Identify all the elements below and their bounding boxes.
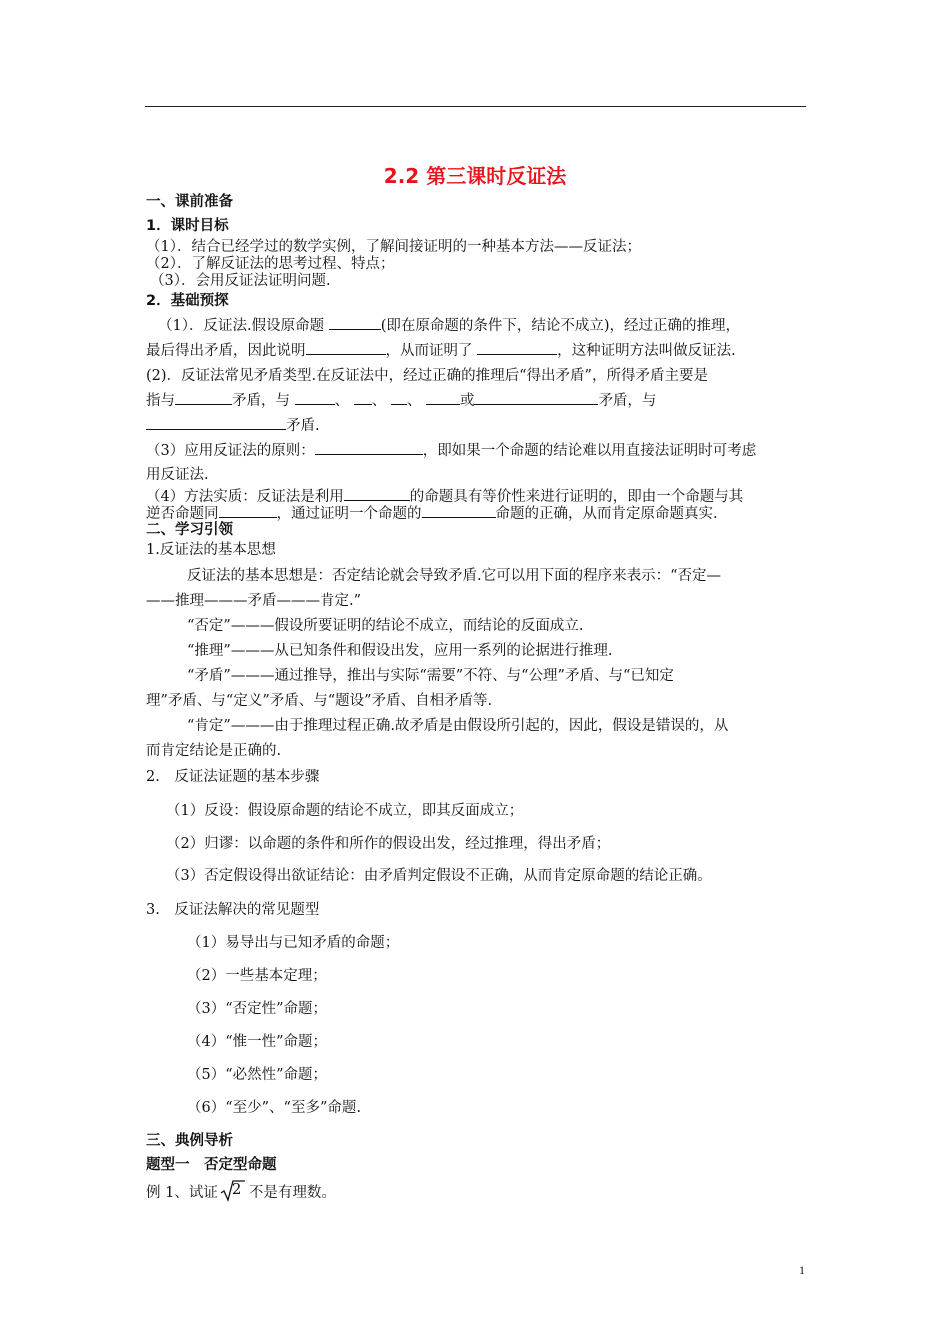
type-6: （6）“至少”、“至多”命题. — [187, 1100, 361, 1116]
subheading-type-one: 题型一 否定型命题 — [146, 1157, 277, 1173]
idea-line-1: 反证法的基本思想是：否定结论就会导致矛盾.它可以用下面的程序来表示：“否定— — [187, 568, 722, 584]
idea-line-8: 而肯定结论是正确的. — [146, 743, 282, 759]
idea-line-6: 理”矛盾、与“定义”矛盾、与“题设”矛盾、自相矛盾等. — [146, 693, 493, 709]
fill-blank[interactable] — [146, 415, 286, 430]
sqrt-2: 2 — [220, 1180, 246, 1202]
goal-1: （1）．结合已经学过的数学实例，了解间接证明的一种基本方法——反证法； — [146, 239, 641, 255]
fill-blank[interactable] — [295, 390, 335, 405]
fill-blank[interactable] — [344, 486, 410, 501]
fill-blank[interactable] — [422, 503, 496, 518]
subheading-steps: 2. 反证法证题的基本步骤 — [146, 769, 320, 785]
idea-line-5: “矛盾”———通过推导，推出与实际“需要”不符、与“公理”矛盾、与“已知定 — [187, 668, 674, 684]
preview-line-4: 指与 矛盾，与 、 、 、 或 矛盾，与 — [146, 389, 656, 410]
preview-line-1: （1）．反证法.假设原命题 (即在原命题的条件下，结论不成立)，经过正确的推理， — [158, 314, 740, 335]
type-5: （5）“必然性”命题； — [187, 1067, 328, 1083]
preview-line-8: （4）方法实质：反证法是利用 的命题具有等价性来进行证明的，即由一个命题与其 — [146, 485, 743, 506]
fill-blank[interactable] — [306, 340, 386, 355]
idea-line-3: “否定”———假设所要证明的结论不成立，而结论的反面成立. — [187, 618, 584, 634]
section-heading-prep: 一、课前准备 — [146, 194, 233, 210]
fill-blank[interactable] — [426, 390, 460, 405]
idea-line-2: ——推理———矛盾———肯定.” — [146, 593, 362, 609]
step-2: （2）归谬：以命题的条件和所作的假设出发，经过推理，得出矛盾； — [166, 836, 611, 852]
subheading-preview: 2．基础预探 — [146, 293, 229, 309]
goal-3: （3）．会用反证法证明问题. — [150, 273, 331, 289]
fill-blank[interactable] — [329, 315, 381, 330]
type-1: （1）易导出与已知矛盾的命题； — [187, 935, 400, 951]
goal-2: （2）．了解反证法的思考过程、特点； — [146, 256, 395, 272]
step-3: （3）否定假设得出欲证结论：由矛盾判定假设不正确，从而肯定原命题的结论正确。 — [166, 868, 712, 884]
example-1: 例 1、试证 2 不是有理数。 — [146, 1180, 336, 1201]
subheading-types: 3. 反证法解决的常见题型 — [146, 902, 320, 918]
step-1: （1）反设：假设原命题的结论不成立，即其反面成立； — [166, 803, 524, 819]
type-4: （4）“惟一性”命题； — [187, 1034, 328, 1050]
preview-line-2: 最后得出矛盾，因此说明 ，从而证明了 ，这种证明方法叫做反证法. — [146, 339, 736, 360]
page-title: 2.2 第三课时反证法 — [383, 164, 567, 188]
fill-blank[interactable] — [354, 390, 372, 405]
preview-line-6: （3）应用反证法的原则： ，即如果一个命题的结论难以用直接法证明时可考虑 — [146, 439, 756, 460]
preview-line-9: 逆否命题同 ，通过证明一个命题的 命题的正确，从而肯定原命题真实. — [146, 502, 718, 523]
page-number: 1 — [799, 1263, 805, 1277]
section-heading-guide: 二、学习引领 — [146, 522, 233, 538]
preview-line-3: (2)．反证法常见矛盾类型.在反证法中，经过正确的推理后“得出矛盾”，所得矛盾主要是 — [146, 368, 708, 384]
type-2: （2）一些基本定理； — [187, 968, 327, 984]
fill-blank[interactable] — [315, 440, 423, 455]
section-heading-examples: 三、典例导析 — [146, 1133, 233, 1149]
fill-blank[interactable] — [391, 390, 407, 405]
idea-line-7: “肯定”———由于推理过程正确.故矛盾是由假设所引起的，因此，假设是错误的，从 — [187, 718, 729, 734]
type-3: （3）“否定性”命题； — [187, 1001, 328, 1017]
preview-line-5: 矛盾. — [146, 414, 320, 435]
subheading-goals: 1．课时目标 — [146, 218, 229, 234]
header-rule — [145, 106, 806, 107]
fill-blank[interactable] — [474, 390, 598, 405]
idea-line-4: “推理”———从已知条件和假设出发，应用一系列的论据进行推理. — [187, 643, 613, 659]
fill-blank[interactable] — [175, 390, 232, 405]
subheading-basic-idea: 1.反证法的基本思想 — [146, 542, 276, 558]
fill-blank[interactable] — [477, 340, 557, 355]
fill-blank[interactable] — [219, 503, 277, 518]
preview-line-7: 用反证法. — [146, 467, 209, 483]
